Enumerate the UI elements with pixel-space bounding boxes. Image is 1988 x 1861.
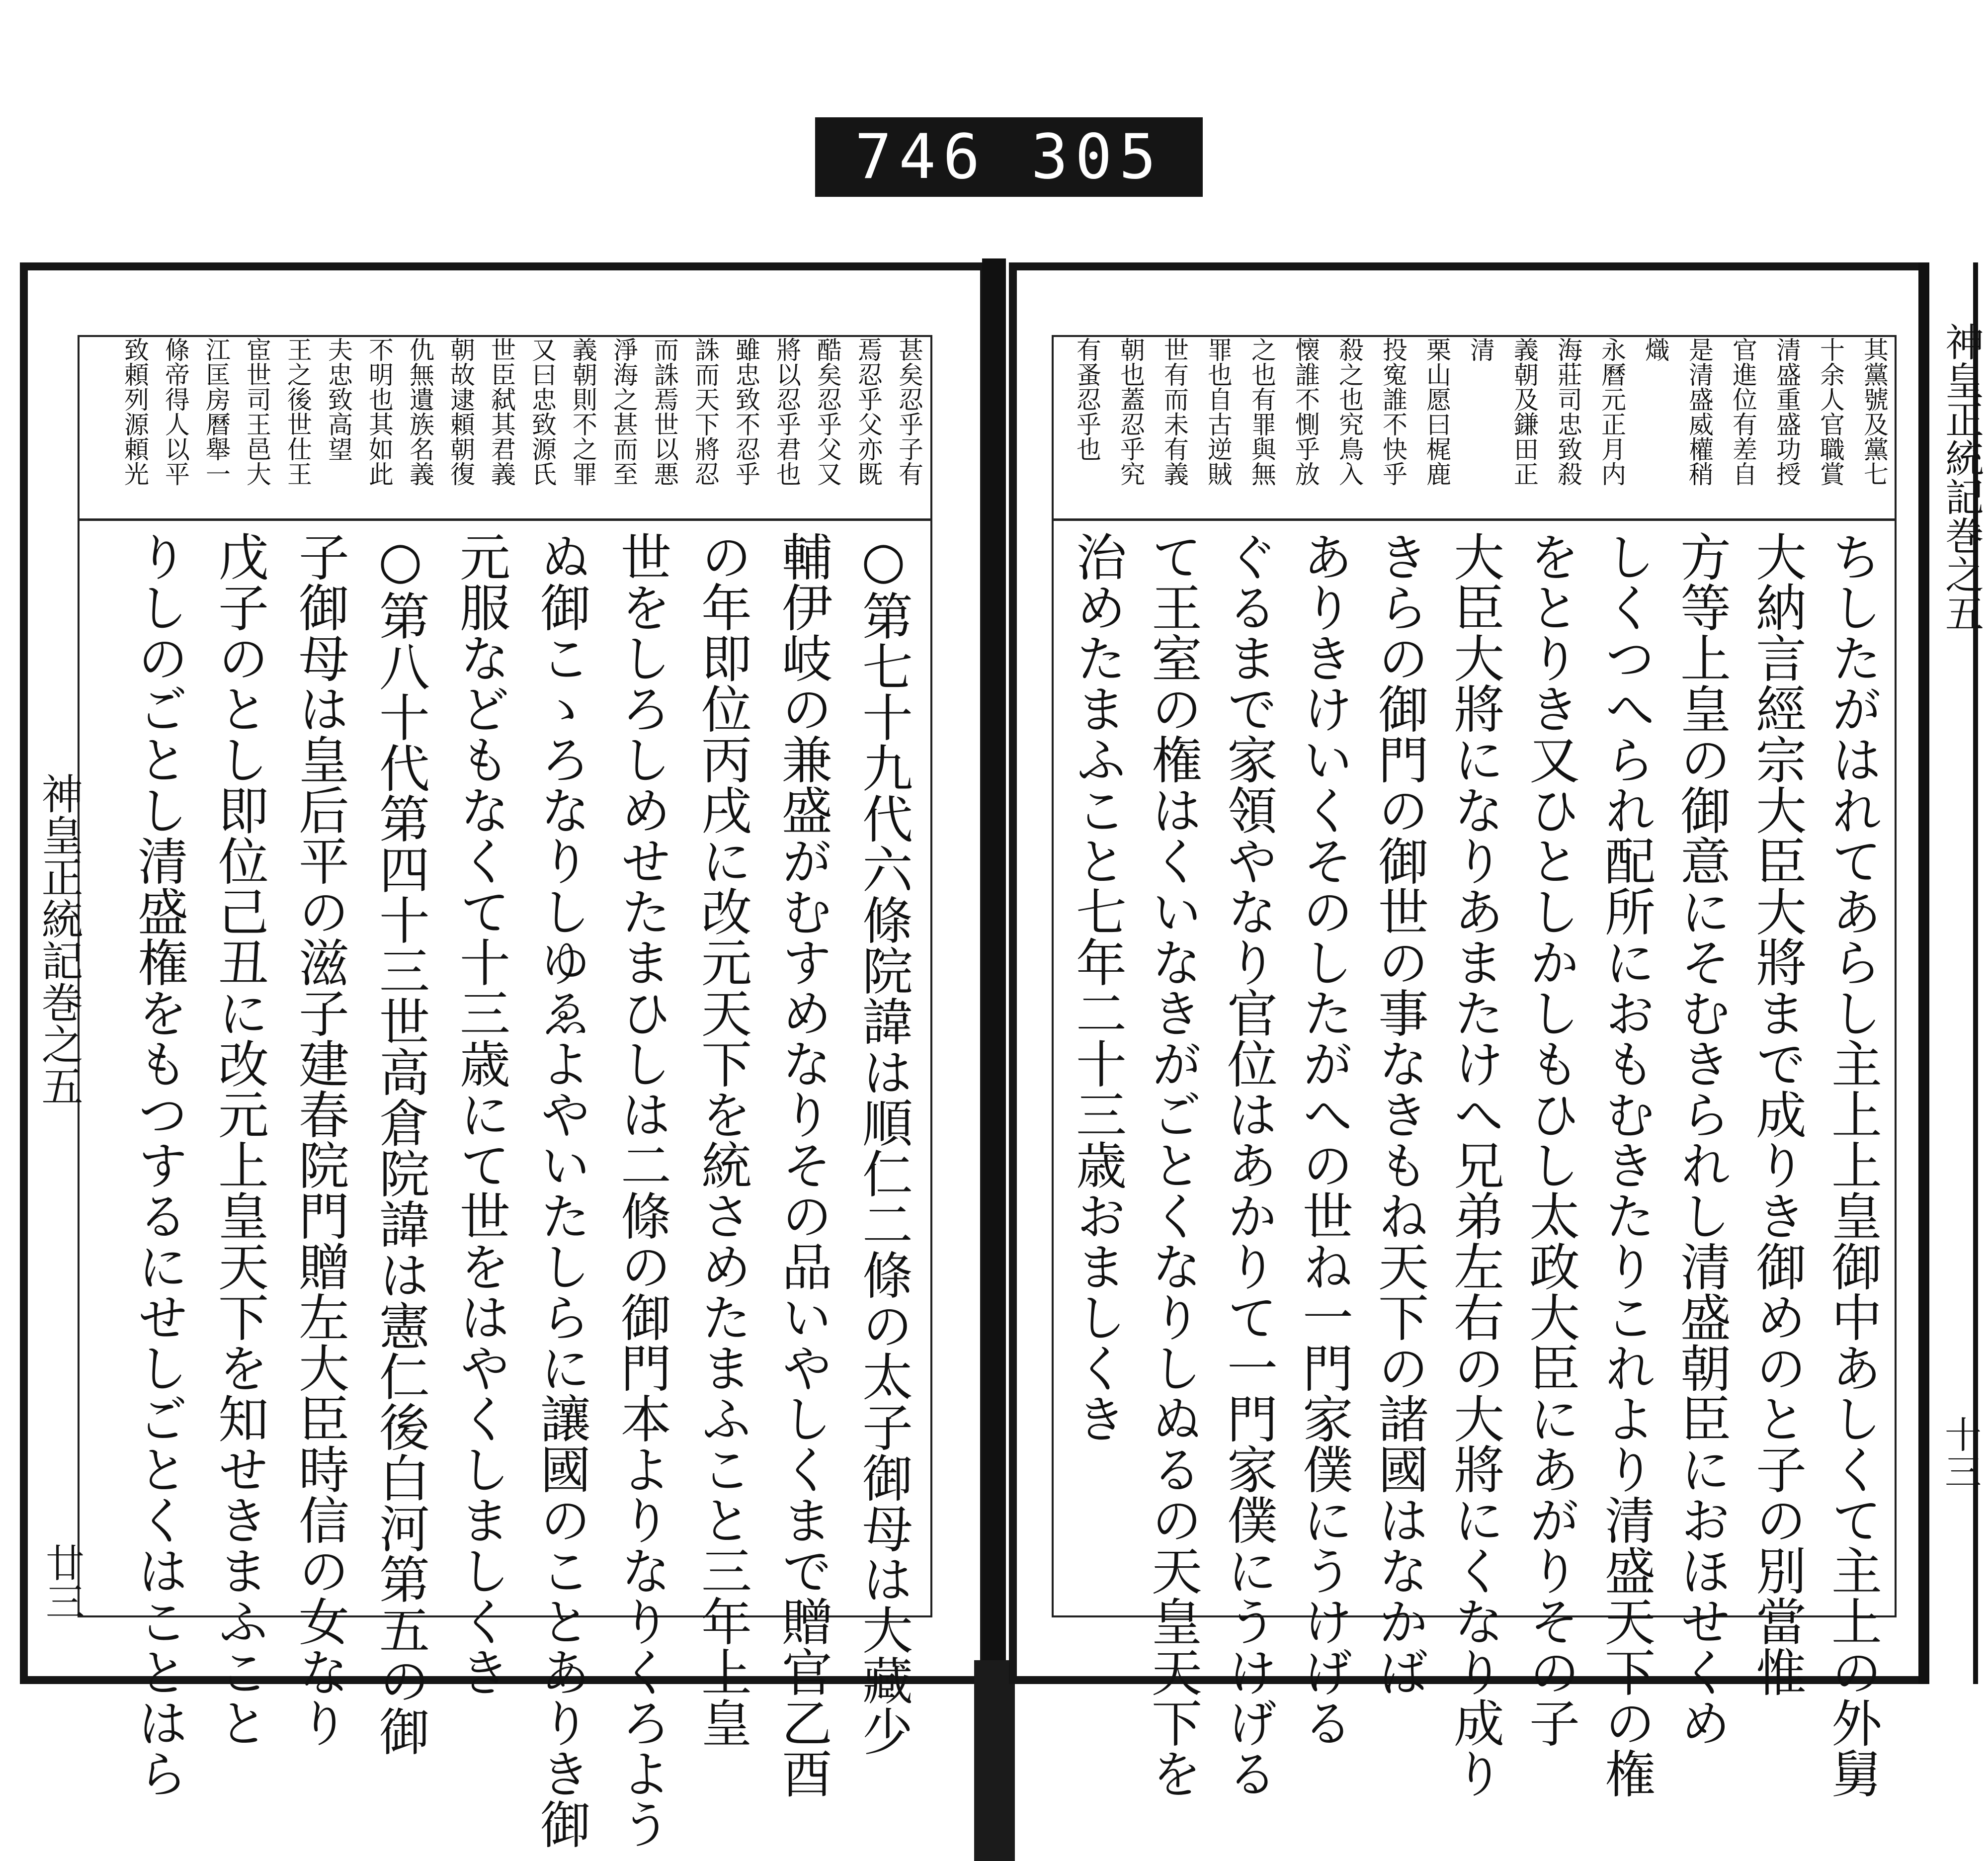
main-text-column: て王室の権はくいなきがごとくなりしぬるの天皇天下を	[1143, 531, 1202, 1798]
annotation-column: 熾	[1641, 337, 1670, 362]
annotation-column: 朝也蓋忍乎究	[1116, 337, 1145, 486]
annotation-column: 海莊司忠致殺	[1554, 337, 1582, 486]
annotation-column: 淨海之甚而至	[609, 337, 638, 486]
annotation-column: 罪也自古逆賊	[1204, 337, 1233, 486]
gutter-shadow	[974, 1660, 1015, 1861]
annotation-column: 其黨號及黨七	[1860, 337, 1889, 486]
right-folio-mark: 十三	[1939, 1416, 1982, 1489]
main-text-column: ありきけいくそのしたがへの世ね一門家僕にうけげる	[1294, 531, 1353, 1748]
annotation-column: 夫忠致高望	[324, 337, 353, 461]
main-text-column: ぬ御こゝろなりしゆゑよやいたしらに讓國のことありき御	[532, 531, 591, 1849]
left-side-margin-title: 神皇正統記巻之五	[35, 772, 83, 1106]
annotation-column: 懐誰不惻乎放	[1291, 337, 1320, 486]
right-main-text	[1054, 531, 1895, 1798]
main-text-column: をとりき又ひとしかしもひし太政大臣にあがりその子	[1521, 531, 1580, 1748]
annotation-column: 之也有罪與無	[1247, 337, 1276, 486]
main-text-column: 輔伊岐の兼盛がむすめなりその品いやしくまで贈官乙酉	[773, 531, 832, 1798]
left-page	[20, 262, 988, 1849]
annotation-column: 世有而未有義	[1160, 337, 1189, 486]
main-text-column: きらの御門の御世の事なきもね天下の諸國はなかば	[1370, 531, 1429, 1697]
left-folio-mark: 廿三	[39, 1543, 84, 1620]
annotation-column: 清盛重盛功授	[1772, 337, 1801, 486]
annotation-column: 而誅焉世以悪	[650, 337, 679, 486]
annotation-column: 酷矣忍乎父又	[813, 337, 842, 486]
annotation-column: 將以忍乎君也	[772, 337, 801, 486]
annotation-column: 是清盛威權稍	[1685, 337, 1714, 486]
annotation-column: 清	[1466, 337, 1495, 362]
annotation-column: 永曆元正月内	[1597, 337, 1626, 486]
annotation-column: 誅而天下將忍	[691, 337, 720, 486]
annotation-column: 朝故逮頼朝復	[446, 337, 475, 486]
annotation-column: 義朝及鎌田正	[1510, 337, 1539, 486]
annotation-column: 甚矣忍乎子有	[895, 337, 923, 486]
center-gutter	[982, 258, 1006, 1861]
annotation-column: 雖忠致不忍乎	[732, 337, 760, 486]
main-text-column: しくつへられ配所におもむきたりこれより清盛天下の権	[1596, 531, 1656, 1798]
annotation-column: 世臣弑其君義	[487, 337, 516, 486]
annotation-column: 殺之也究鳥入	[1335, 337, 1364, 486]
annotation-column: 致頼列源頼光	[120, 337, 149, 486]
annotation-column: 仇無遺族名義	[406, 337, 434, 486]
annotation-column: 江匡房曆舉一	[202, 337, 231, 486]
right-text-frame	[1052, 335, 1897, 1798]
annotation-column: 焉忍乎父亦既	[854, 337, 883, 486]
main-text-column: の年即位丙戌に改元天下を統さめたまふこと三年上皇	[693, 531, 752, 1748]
main-text-column: 治めたまふこと七年二十三歳おましくき	[1068, 531, 1127, 1443]
left-main-text	[80, 531, 930, 1849]
annotation-column: 不明也其如此	[365, 337, 394, 486]
call-number-label: 746 305	[815, 117, 1203, 197]
main-text-column: 世をしろしめせたまひしは二條の御門本よりなりくろよう	[612, 531, 671, 1849]
left-annotation-band	[80, 337, 930, 521]
left-text-frame	[78, 335, 932, 1849]
annotation-column: 有蚤忍乎也	[1073, 337, 1101, 461]
right-side-margin-title: 神皇正統記巻之五	[1939, 322, 1984, 632]
right-annotation-band	[1054, 337, 1895, 521]
main-text-column: 戊子のとし即位己丑に改元上皇天下を知せきまふこと	[210, 531, 269, 1748]
main-text-column: りしのごとし清盛権をもつするにせしごとくはことはら	[129, 531, 188, 1798]
main-text-column: 子御母は皇后平の滋子建春院門贈左大臣時信の女なり	[290, 531, 349, 1748]
annotation-column: 官進位有差自	[1729, 337, 1757, 486]
annotation-column: 宦世司王邑大	[243, 337, 271, 486]
main-text-column: ○第八十代第四十三世高倉院諱は憲仁後白河第五の御	[371, 531, 430, 1756]
main-text-column: ○第七十九代六條院諱は順仁二條の太子御母は大藏少	[854, 531, 913, 1756]
right-edge-strip	[1918, 262, 1984, 1684]
annotation-column: 又曰忠致源氏	[528, 337, 557, 486]
main-text-column: 大納言經宗大臣大將まで成りき御めのと子の別當惟	[1747, 531, 1807, 1697]
main-text-column: ちしたがはれてあらし主上上皇御中あしくて主上の外舅	[1823, 531, 1882, 1798]
annotation-column: 栗山愿曰梶鹿	[1422, 337, 1451, 486]
annotation-column: 十余人官職賞	[1816, 337, 1845, 486]
main-text-column: 大臣大將になりあまたけへ兄弟左右の大將にくなり成り	[1445, 531, 1504, 1798]
main-text-column: 元服などもなくて十三歳にて世をはやくしましくき	[451, 531, 510, 1697]
annotation-column: 條帝得人以平	[161, 337, 190, 486]
annotation-column: 義朝則不之罪	[569, 337, 597, 486]
annotation-column: 王之後世仕王	[283, 337, 312, 486]
right-page	[1009, 262, 1948, 1798]
annotation-column: 投寃誰不快乎	[1379, 337, 1408, 486]
main-text-column: 方等上皇の御意にそむきられし清盛朝臣におほせくめ	[1672, 531, 1731, 1748]
main-text-column: ぐるまで家領やなり官位はあかりて一門家僕にうけげる	[1219, 531, 1278, 1798]
